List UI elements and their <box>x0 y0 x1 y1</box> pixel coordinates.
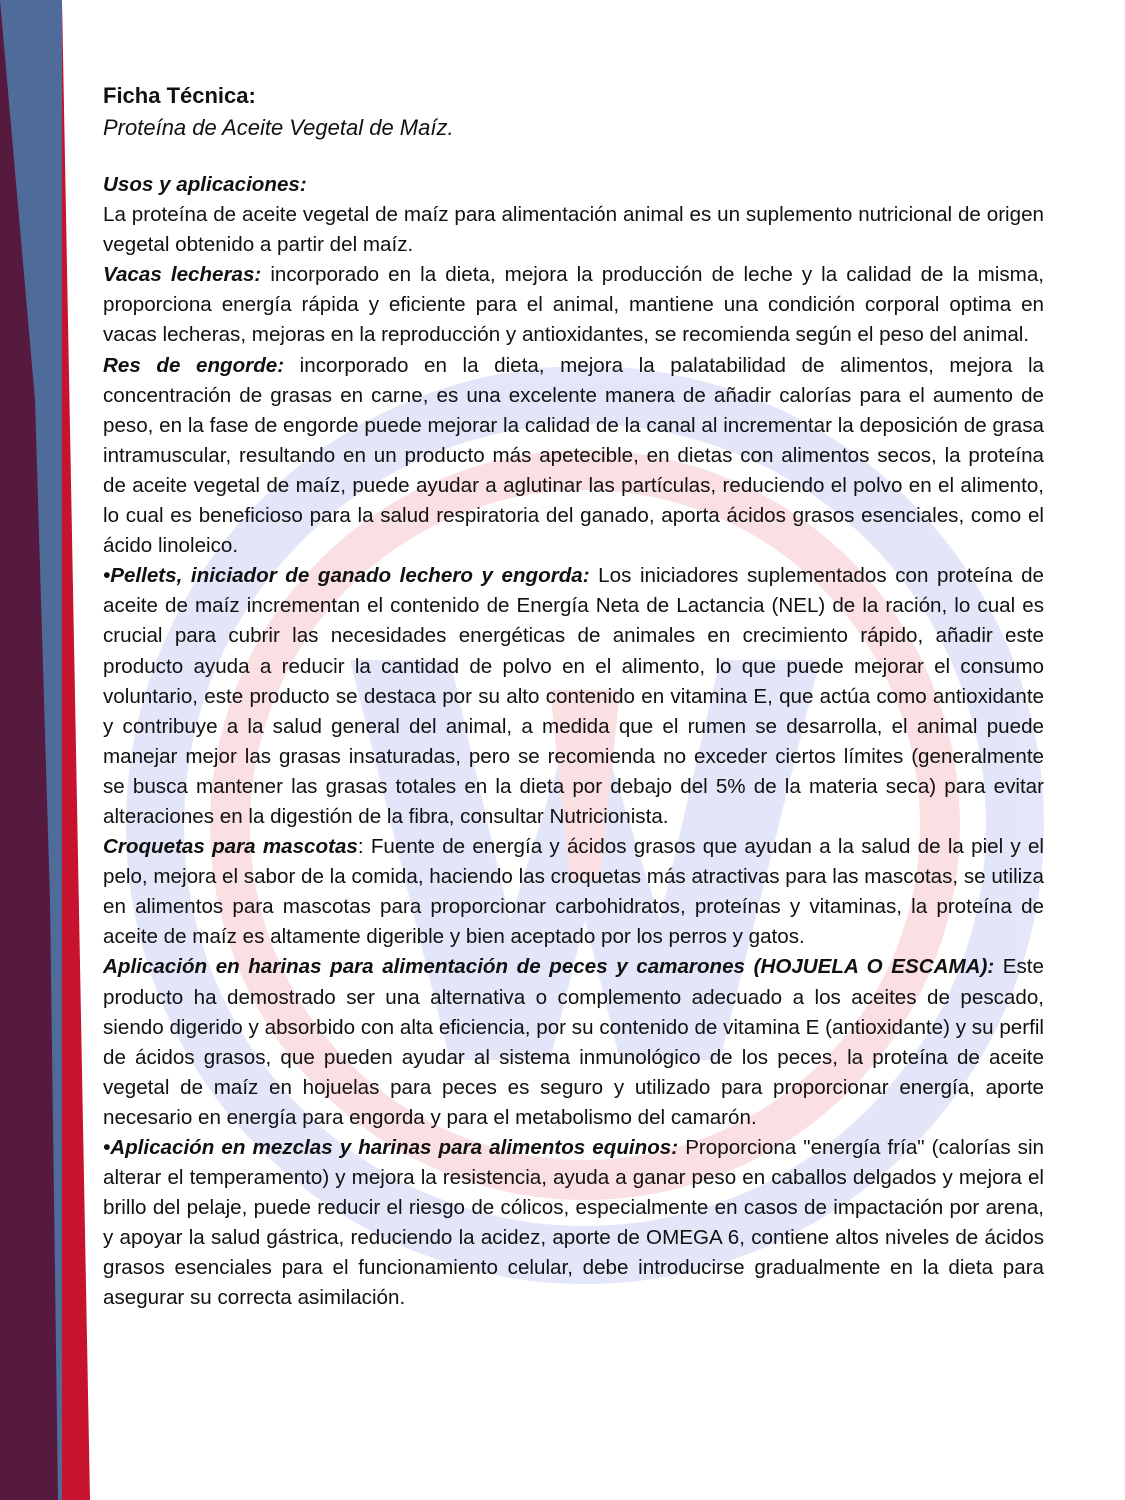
paragraph-label: Vacas lecheras: <box>103 263 262 287</box>
paragraph-pellets <box>103 561 1044 832</box>
paragraph-label: Aplicación en harinas para alimentación de peces y camarones (HOJUELA O ESCAMA): <box>103 955 995 979</box>
document-body <box>103 80 1044 1314</box>
paragraph-text: incorporado en la dieta, mejora la palatabilidad de alimentos, mejora la concentración de grasas en carne, es una excelente manera de añadir calorías para el aumento de peso, en la fase de engorde puede mejorar la calidad de la canal al incrementar la deposición de grasa intramuscular, resultando en un producto más apetecible, en dietas con alimentos secos, la proteína de aceite vegetal de maíz, puede ayudar a aglutinar las partículas, reduciendo el polvo en el alimento, lo cual es beneficioso para la salud respiratoria del ganado, aporta ácidos grasos esenciales, como el ácido linoleico. <box>103 353 1044 558</box>
paragraph-label: Croquetas para mascotas <box>103 835 358 859</box>
doc-subtitle: Proteína de Aceite Vegetal de Maíz. <box>103 115 454 140</box>
paragraph-croquetas <box>103 832 1044 952</box>
paragraph-res <box>103 351 1044 562</box>
paragraph-label: Res de engorde: <box>103 353 285 377</box>
paragraph-equinos <box>103 1133 1044 1314</box>
band-red <box>62 0 90 1500</box>
section-intro: La proteína de aceite vegetal de maíz para alimentación animal es un suplemento nutricional de origen vegetal obtenido a partir del maíz. <box>103 203 1044 257</box>
paragraph-vacas <box>103 260 1044 350</box>
paragraph-peces <box>103 952 1044 1133</box>
doc-title: Ficha Técnica: <box>103 83 256 108</box>
section-heading: Usos y aplicaciones: <box>103 173 307 196</box>
side-decorative-band <box>0 0 90 1500</box>
paragraph-text: Proporciona "energía fría" (calorías sin alterar el temperamento) y mejora la resistencia, ayuda a ganar peso en caballos delgados y mejora el brillo del pelaje, puede reducir el riesgo de cólicos, especialmente en casos de impactación por arena, y apoyar la salud gástrica, reduciendo la acidez, aporte de OMEGA 6, contiene altos niveles de ácidos grasos esenciales para el funcionamiento celular, debe introducirse gradualmente en la dieta para asegurar su correcta asimilación. <box>103 1136 1045 1310</box>
paragraph-text: : Fuente de energía y ácidos grasos que ayudan a la salud de la piel y el pelo, mejora el sabor de la comida, haciendo las croquetas más atractivas para las mascotas, se utiliza en alimentos para mascotas para proporcionar carbohidratos, proteínas y vitaminas, la proteína de aceite de maíz es altamente digerible y bien aceptado por los perros y gatos. <box>103 835 1044 949</box>
paragraph-text: Este producto ha demostrado ser una alternativa o complemento adecuado a los aceites de pescado, siendo digerido y absorbido con alta eficiencia, por su contenido de vitamina E (antioxidante) y su perfil de ácidos grasos, que pueden ayudar al sistema inmunológico de los peces, la proteína de aceite vegetal de maíz en hojuelas para peces es seguro y utilizado para proporcionar energía, aporte necesario en energía para engorda y para el metabolismo del camarón. <box>103 955 1044 1129</box>
paragraph-text: Los iniciadores suplementados con proteína de aceite de maíz incrementan el contenido de Energía Neta de Lactancia (NEL) de la ración, lo cual es crucial para cubrir las necesidades energéticas de animales en crecimiento rápido, añadir este producto ayuda a reducir la cantidad de polvo en el alimento, lo que puede mejorar el consumo voluntario, este producto se destaca por su alto contenido en vitamina E, que actúa como antioxidante y contribuye a la salud general del animal, a medida que el rumen se desarrolla, el animal puede manejar mejor las grasas insaturadas, pero se recomienda no exceder ciertos límites (generalmente se busca mantener las grasas totales en la dieta por debajo del 5% de la materia seca) para evitar alteraciones en la digestión de la fibra, consultar Nutricionista. <box>103 564 1044 828</box>
paragraph-text: incorporado en la dieta, mejora la producción de leche y la calidad de la misma, proporciona energía rápida y eficiente para el animal, mantiene una condición corporal optima en vacas lecheras, mejoras en la reproducción y antioxidantes, se recomienda según el peso del animal. <box>103 263 1045 347</box>
paragraph-label: •Pellets, iniciador de ganado lechero y engorda: <box>103 564 590 588</box>
paragraph-label: •Aplicación en mezclas y harinas para alimentos equinos: <box>103 1136 679 1159</box>
